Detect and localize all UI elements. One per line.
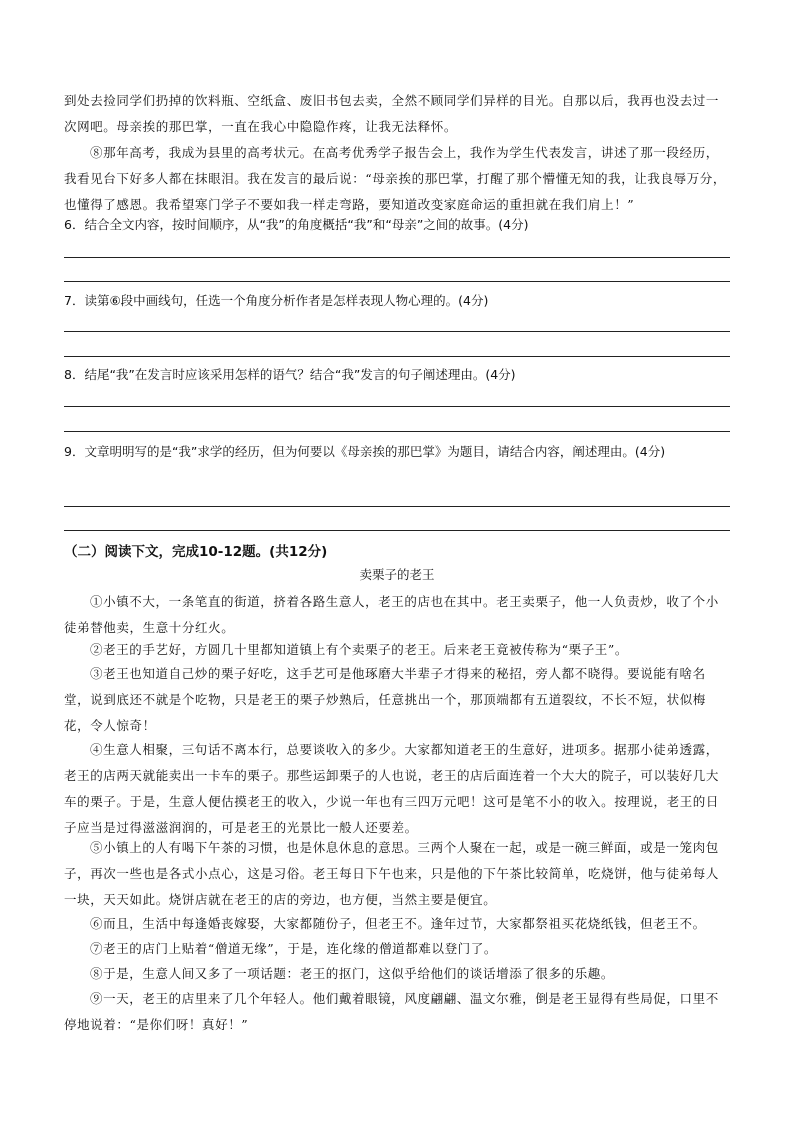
article-paragraph-4: ④生意人相聚，三句话不离本行，总要谈收入的多少。大家都知道老王的生意好，进项多。据那小徒弟透露，老王的店两天就能卖出一卡车的栗子。那些运卸栗子的人也说，老王的店后面连着一个大大的院子，可以装好几大车的栗子。于是，生意人便估摸老王的收入，少说一年也有三四万元吧！这可是笔不小的收入。按理说，老王的日子应当是过得滋滋润润的，可是老王的光景比一般人还要差。 bbox=[64, 742, 720, 835]
question-6: 6．结合全文内容，按时间顺序，从“我”的角度概括“我”和“母亲”之间的故事。(4分) bbox=[64, 217, 529, 232]
article-paragraph-8: ⑧于是，生意人间又多了一项话题：老王的抠门，这似乎给他们的谈话增添了很多的乐趣。 bbox=[90, 966, 615, 981]
answer-line[interactable] bbox=[64, 406, 730, 407]
answer-line[interactable] bbox=[64, 257, 730, 258]
answer-line[interactable] bbox=[64, 530, 730, 531]
question-7: 7．读第⑥段中画线句，任选一个角度分析作者是怎样表现人物心理的。(4分) bbox=[64, 293, 489, 308]
article-paragraph-9: ⑨一天，老王的店里来了几个年轻人。他们戴着眼镜，风度翩翩、温文尔雅，倒是老王显得有些局促，口里不停地说着：“是你们呀！真好！” bbox=[64, 991, 719, 1032]
answer-line[interactable] bbox=[64, 281, 730, 282]
article-title: 卖栗子的老王 bbox=[359, 567, 435, 582]
article-paragraph-1: ①小镇不大，一条笔直的街道，挤着各路生意人，老王的店也在其中。老王卖栗子，他一人负责炒，收了个小徒弟替他卖，生意十分红火。 bbox=[64, 594, 719, 635]
question-9: 9．文章明明写的是“我”求学的经历，但为何要以《母亲挨的那巴掌》为题目，请结合内容，阐述理由。(4分) bbox=[64, 444, 666, 459]
article-paragraph-2: ②老王的手艺好，方圆几十里都知道镇上有个卖栗子的老王。后来老王竟被传称为“栗子王”。 bbox=[90, 642, 628, 657]
answer-line[interactable] bbox=[64, 331, 730, 332]
passage-paragraph-7-tail: 到处去捡同学们扔掉的饮料瓶、空纸盒、废旧书包去卖，全然不顾同学们异样的目光。自那以后，我再也没去过一次网吧。母亲挨的那巴掌，一直在我心中隐隐作疼，让我无法释怀。 bbox=[64, 93, 720, 134]
question-8: 8．结尾“我”在发言时应该采用怎样的语气？结合“我”发言的句子阐述理由。(4分) bbox=[64, 367, 516, 382]
answer-line[interactable] bbox=[64, 431, 730, 432]
answer-line[interactable] bbox=[64, 356, 730, 357]
passage-paragraph-8: ⑧那年高考，我成为县里的高考状元。在高考优秀学子报告会上，我作为学生代表发言，讲述了那一段经历，我看见台下好多人都在抹眼泪。我在发言的最后说：“母亲挨的那巴掌，打醒了那个懵懂无知的我，让我良辱万分，也懂得了感恩。我希望寒门学子不要如我一样走弯路，要知道改变家庭命运的重担就在我们肩上！” bbox=[64, 145, 726, 212]
article-paragraph-7: ⑦老王的店门上贴着“僧道无缘”，于是，连化缘的僧道都难以登门了。 bbox=[90, 941, 497, 956]
article-paragraph-3: ③老王也知道自己炒的栗子好吃，这手艺可是他琢磨大半辈子才得来的秘招，旁人都不晓得。要说能有啥名堂，说到底还不就是个吃物，只是老王的栗子炒熟后，任意挑出一个，那顶端都有五道裂纹，不长不短，状似梅花，令人惊奇！ bbox=[64, 666, 706, 733]
article-paragraph-5: ⑤小镇上的人有喝下午茶的习惯，也是休息休息的意思。三两个人聚在一起，或是一碗三鲜面，或是一笼肉包子，再次一些也是各式小点心，这是习俗。老王每日下午也来，只是他的下午茶比较简单，吃烧饼，他与徒弟每人一块，天天如此。烧饼店就在老王的店的旁边，也方便，当然主要是便宜。 bbox=[64, 840, 720, 907]
answer-line[interactable] bbox=[64, 506, 730, 507]
section-heading: （二）阅读下文，完成10-12题。(共12分) bbox=[64, 544, 328, 560]
article-paragraph-6: ⑥而且，生活中每逢婚丧嫁娶，大家都随份子，但老王不。逢年过节，大家都祭祖买花烧纸钱，但老王不。 bbox=[90, 916, 706, 931]
